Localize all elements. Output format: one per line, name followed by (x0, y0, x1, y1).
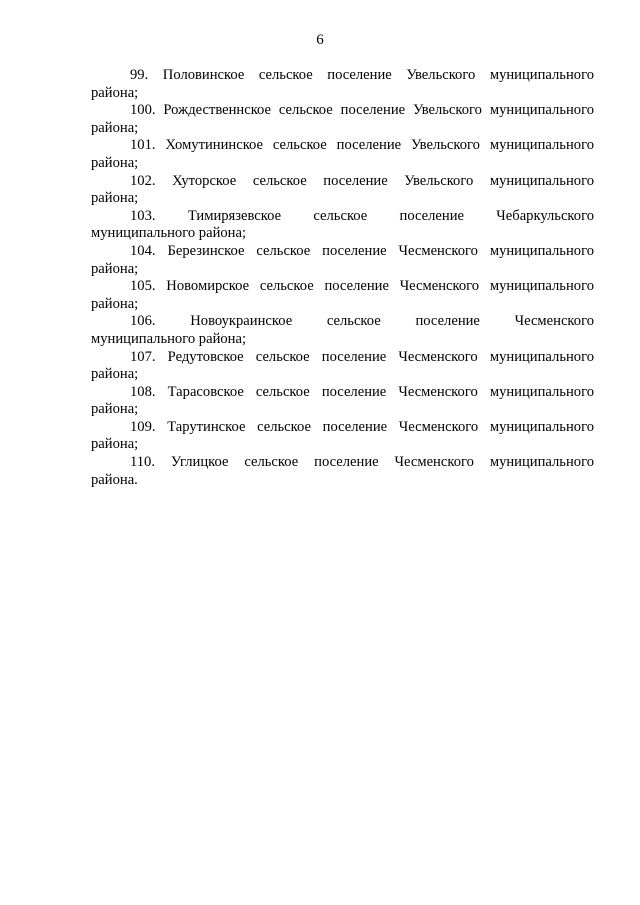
list-item (91, 243, 594, 278)
list-item-line: 100. Рождественнское сельское поселение Увельского муниципального (130, 102, 594, 119)
list-item-continuation: района; (91, 119, 139, 136)
list-item (91, 173, 594, 208)
list-item-line: 99. Половинское сельское поселение Увельского муниципального (130, 67, 594, 83)
list-item (91, 208, 594, 243)
list-item-line: 101. Хомутининское сельское поселение Увельского муниципального (130, 137, 594, 154)
page-number: 6 (316, 32, 324, 48)
list-item-line: 108. Тарасовское сельское поселение Чесменского муниципального (130, 383, 594, 400)
list-item-line: 105. Новомирское сельское поселение Чесменского муниципального (130, 278, 594, 295)
list-item (91, 313, 594, 348)
list-item-continuation: района; (91, 260, 139, 277)
list-item-continuation: района; (91, 190, 139, 207)
list-item-continuation: района; (91, 154, 139, 171)
settlement-list (91, 67, 594, 489)
list-item-line: 102. Хуторское сельское поселение Увельского муниципального (130, 172, 594, 189)
list-item-continuation: района. (91, 471, 138, 488)
list-item-continuation: района; (91, 401, 139, 418)
list-item (91, 349, 594, 384)
list-item-continuation: района; (91, 295, 139, 312)
list-item-line: 109. Тарутинское сельское поселение Чесменского муниципального (130, 418, 594, 435)
list-item (91, 384, 594, 419)
list-item-continuation: района; (91, 436, 139, 453)
list-item-line: 103. Тимирязевское сельское поселение Чебаркульского (130, 207, 594, 224)
list-item-continuation: муниципального района; (91, 225, 247, 242)
list-item-line: 104. Березинское сельское поселение Чесменского муниципального (130, 242, 594, 259)
list-item (91, 67, 594, 102)
list-item-continuation: муниципального района; (91, 330, 247, 347)
list-item (91, 137, 594, 172)
list-item-line: 110. Углицкое сельское поселение Чесменского муниципального (130, 454, 594, 471)
list-item (91, 454, 594, 489)
list-item (91, 419, 594, 454)
list-item-continuation: района; (91, 84, 139, 101)
list-item-line: 106. Новоукраинское сельское поселение Чесменского (130, 313, 594, 330)
list-item-continuation: района; (91, 366, 139, 383)
list-item-line: 107. Редутовское сельское поселение Чесменского муниципального (130, 348, 594, 365)
list-item (91, 102, 594, 137)
list-item (91, 278, 594, 313)
